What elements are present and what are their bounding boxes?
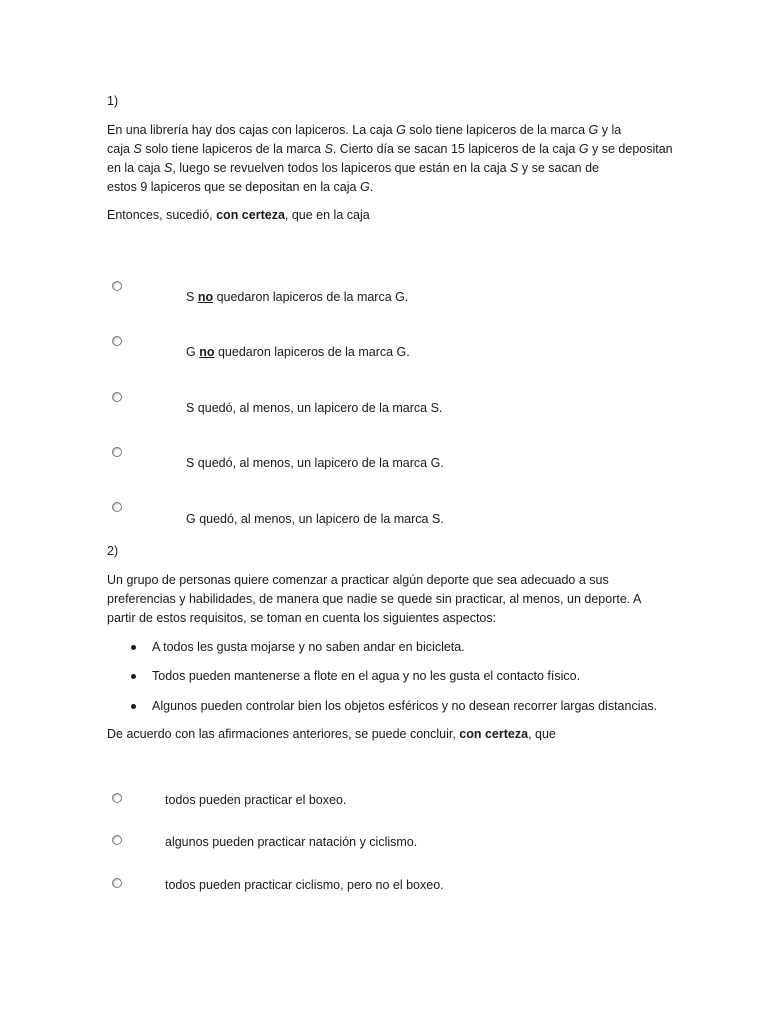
bullet-icon (131, 674, 136, 679)
option-2a-radio[interactable] (112, 793, 122, 803)
option-2c-radio[interactable] (112, 878, 122, 888)
option-1e-label: G quedó, al menos, un lapicero de la marca S. (186, 512, 444, 526)
option-2b-radio[interactable] (112, 835, 122, 845)
option-2a-label: todos pueden practicar el boxeo. (165, 793, 347, 807)
option-1e-radio[interactable] (112, 502, 122, 512)
question-1-text-line-1: En una librería hay dos cajas con lapiceros. La caja G solo tiene lapiceros de la marca G y la (107, 123, 622, 137)
option-1b-label: G no quedaron lapiceros de la marca G. (186, 345, 410, 359)
option-1c-label: S quedó, al menos, un lapicero de la marca S. (186, 401, 443, 415)
question-2-prompt: De acuerdo con las afirmaciones anteriores, se puede concluir, con certeza, que (107, 727, 556, 741)
question-1-text-line-4: estos 9 lapiceros que se depositan en la caja G. (107, 180, 374, 194)
bullet-item-3: Algunos pueden controlar bien los objetos esféricos y no desean recorrer largas distancias. (152, 699, 658, 713)
question-2-text-line-1: Un grupo de personas quiere comenzar a practicar algún deporte que sea adecuado a sus (107, 573, 609, 587)
option-1b-radio[interactable] (112, 336, 122, 346)
bullet-item-2: Todos pueden mantenerse a flote en el agua y no les gusta el contacto físico. (152, 669, 581, 683)
option-1d-radio[interactable] (112, 447, 122, 457)
option-1a-label: S no quedaron lapiceros de la marca G. (186, 290, 409, 304)
question-1-text-line-3: en la caja S, luego se revuelven todos los lapiceros que están en la caja S y se sacan de (107, 161, 599, 175)
bullet-icon (131, 645, 136, 650)
option-2c-label: todos pueden practicar ciclismo, pero no el boxeo. (165, 878, 444, 892)
question-2-text-line-2: preferencias y habilidades, de manera que nadie se quede sin practicar, al menos, un deporte. A (107, 592, 642, 606)
option-1d-label: S quedó, al menos, un lapicero de la marca G. (186, 456, 444, 470)
option-1a-radio[interactable] (112, 281, 122, 291)
question-1-text-line-2: caja S solo tiene lapiceros de la marca S. Cierto día se sacan 15 lapiceros de la caja G y se depositan (107, 142, 673, 156)
bullet-icon (131, 704, 136, 709)
question-2-number: 2) (107, 544, 119, 558)
option-1c-radio[interactable] (112, 392, 122, 402)
question-1-number: 1) (107, 94, 119, 108)
question-2-text-line-3: partir de estos requisitos, se toman en cuenta los siguientes aspectos: (107, 611, 497, 625)
question-1-prompt: Entonces, sucedió, con certeza, que en la caja (107, 208, 370, 222)
option-2b-label: algunos pueden practicar natación y ciclismo. (165, 835, 418, 849)
bullet-item-1: A todos les gusta mojarse y no saben andar en bicicleta. (152, 640, 465, 654)
